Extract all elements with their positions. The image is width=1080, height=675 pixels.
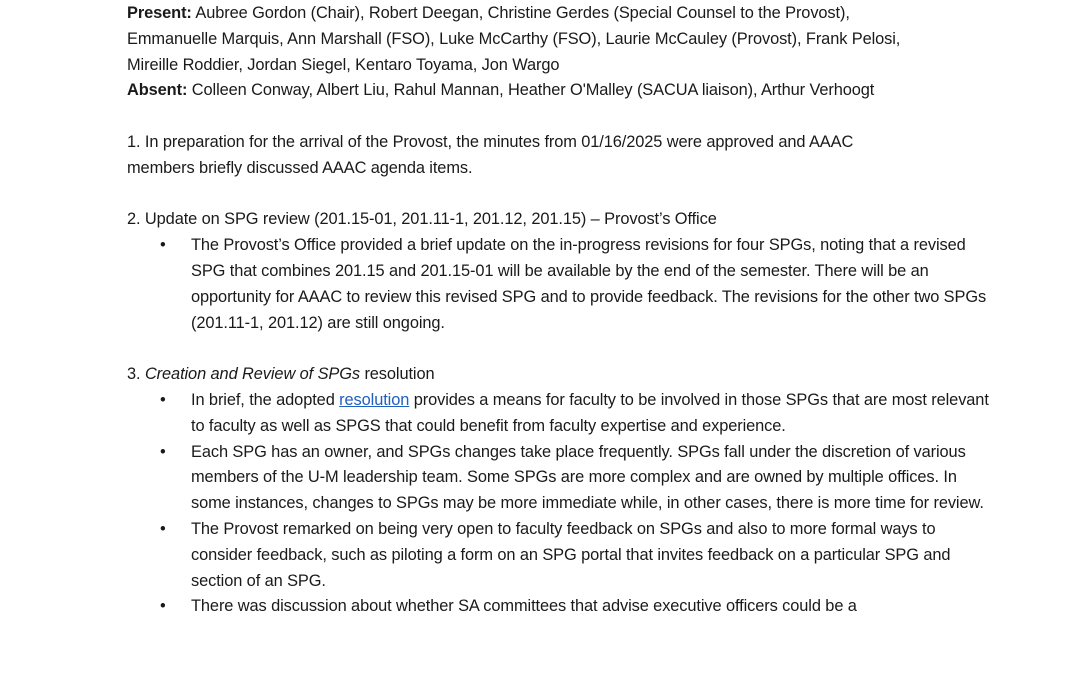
spacer [127,182,977,208]
bullet-text: There was discussion about whether SA committees that advise executive officers could be a [191,597,857,616]
present-names-1: Aubree Gordon (Chair), Robert Deegan, Christine Gerdes (Special Counsel to the Provost), [195,4,850,22]
item3-title: Creation and Review of SPGs [144,365,360,384]
item1-line-1: 1. In preparation for the arrival of the Provost, the minutes from 01/16/2025 were approved and AAAC [127,132,854,151]
bullet-text-after-link: provides a means for faculty to be involved in those SPGs that are most relevant to faculty as well as SPGS that could benefit from faculty expertise and experience. [191,390,989,435]
spacer [127,104,977,130]
item1-line-2: members briefly discussed AAAC agenda items. [127,158,473,177]
bullet-icon: • [160,442,166,461]
spacer [127,336,977,362]
bullet-icon: • [160,519,166,538]
bullet-text-before-link: In brief, the adopted [191,390,340,409]
bullet-text: The Provost remarked on being very open to faculty feedback on SPGs and also to more formal ways to consider feedback, such as piloting a form on an SPG portal that invites feedback on a particular SPG and section of an SPG. [191,519,951,590]
bullet-text: The Provost’s Office provided a brief update on the in-progress revisions for four SPGs, noting that a revised SPG that combines 201.15 and 201.15-01 will be available by the end of the semester. There will be an opportunity for AAAC to review this revised SPG and to provide feedback. The revisions for the other two SPGs (201.11-1, 201.12) are still ongoing. [191,236,987,332]
list-item [127,517,991,594]
item3-heading [127,362,977,388]
resolution-link[interactable]: resolution [339,390,410,409]
bullet-icon: • [160,236,166,255]
list-item [127,440,991,517]
item2-bullet-list [127,233,987,336]
absent-label: Absent: [127,81,188,100]
list-item [127,388,991,440]
bullet-icon: • [160,390,166,409]
meeting-minutes-page [127,1,989,620]
bullet-text: Each SPG has an owner, and SPGs changes take place frequently. SPGs fall under the discretion of various members of the U-M leadership team. Some SPGs are more complex and are owned by multiple offices. In some instances, changes to SPGs may be more immediate while, in other cases, there is more time for review. [191,442,984,513]
present-names-3: Mireille Roddier, Jordan Siegel, Kentaro Toyama, Jon Wargo [127,55,560,74]
list-item [127,233,991,336]
absent-names: Colleen Conway, Albert Liu, Rahul Mannan, Heather O'Malley (SACUA liaison), Arthur Verhoogt [191,81,875,100]
present-line-1 [127,1,977,27]
item3-suffix: resolution [359,365,435,384]
list-item [127,594,991,620]
present-names-2: Emmanuelle Marquis, Ann Marshall (FSO), Luke McCarthy (FSO), Laurie McCauley (Provost), Frank Pelosi, [127,29,901,48]
item3-number: 3. [127,365,145,384]
present-label: Present: [127,4,192,22]
item2-heading: 2. Update on SPG review (201.15-01, 201.11-1, 201.12, 201.15) – Provost’s Office [127,210,717,229]
bullet-icon: • [160,597,166,616]
item3-bullet-list [127,388,989,620]
absent-line [127,78,977,104]
